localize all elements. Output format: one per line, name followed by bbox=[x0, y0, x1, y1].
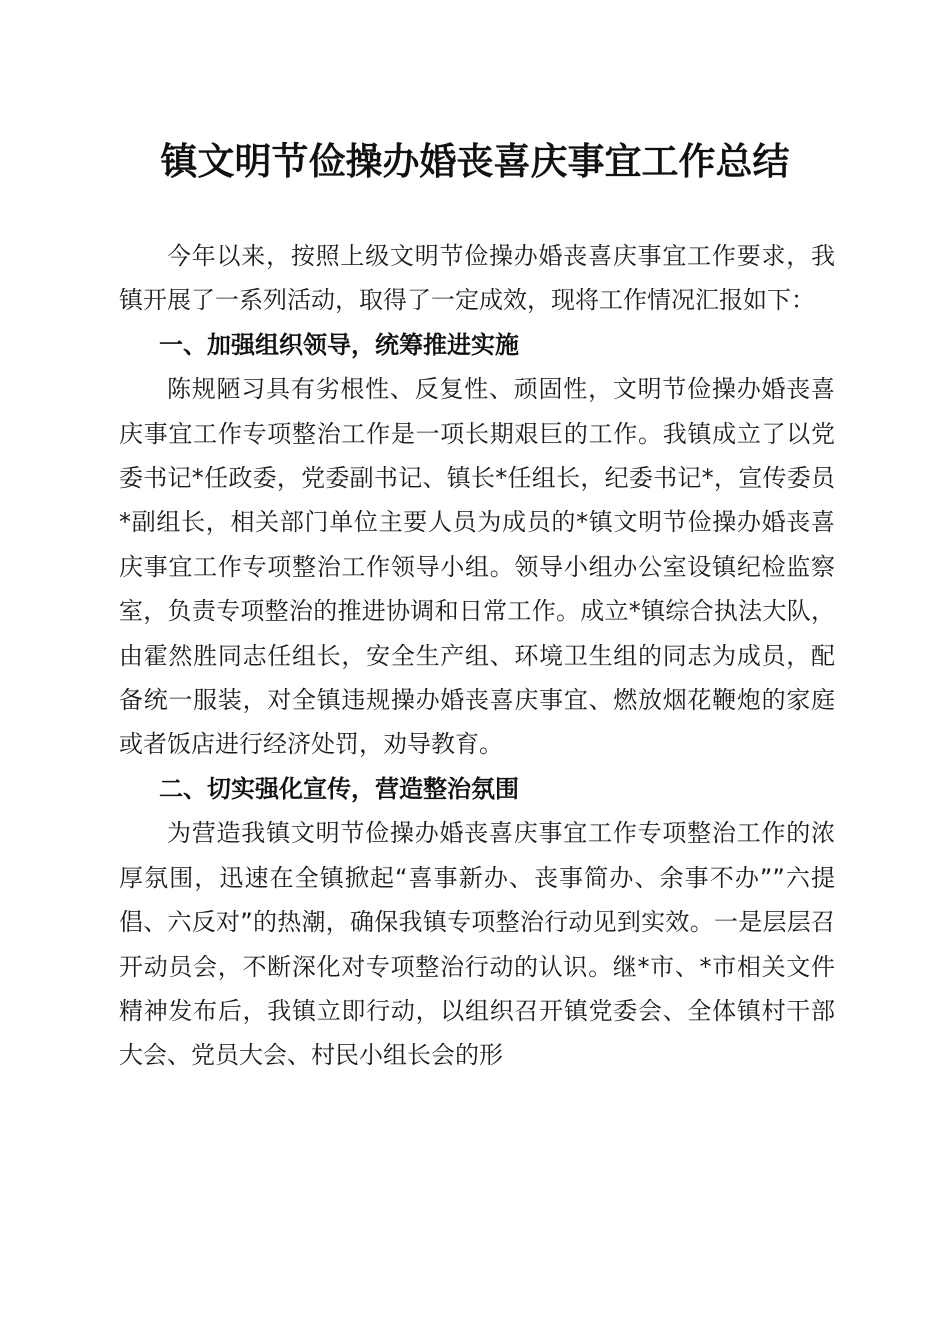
section-1-heading: 一、加强组织领导，统筹推进实施 bbox=[159, 330, 519, 359]
document-body bbox=[119, 234, 835, 1078]
section-1-paragraph: 陈规陋习具有劣根性、反复性、顽固性，文明节俭操办婚丧喜庆事宜工作专项整治工作是一项长期艰巨的工作。我镇成立了以党委书记*任政委，党委副书记、镇长*任组长，纪委书记*，宣传委员*副组长，相关部门单位主要人员为成员的*镇文明节俭操办婚丧喜庆事宜工作专项整治工作领导小组。领导小组办公室设镇纪检监察室，负责专项整治的推进协调和日常工作。成立*镇综合执法大队，由霍然胜同志任组长，安全生产组、环境卫生组的同志为成员，配备统一服装，对全镇违规操办婚丧喜庆事宜、燃放烟花鞭炮的家庭或者饭店进行经济处罚，劝导教育。 bbox=[119, 375, 835, 759]
section-2-heading: 二、切实强化宣传，营造整治氛围 bbox=[159, 774, 519, 803]
document-title: 镇文明节俭操办婚丧喜庆事宜工作总结 bbox=[160, 139, 790, 183]
section-2-paragraph: 为营造我镇文明节俭操办婚丧喜庆事宜工作专项整治工作的浓厚氛围，迅速在全镇掀起“喜事新办、丧事简办、余事不办””六提倡、六反对”的热潮，确保我镇专项整治行动见到实效。一是层层召开动员会，不断深化对专项整治行动的认识。继*市、*市相关文件精神发布后，我镇立即行动，以组织召开镇党委会、全体镇村干部大会、党员大会、村民小组长会的形 bbox=[119, 819, 835, 1070]
intro-paragraph: 今年以来，按照上级文明节俭操办婚丧喜庆事宜工作要求，我镇开展了一系列活动，取得了一定成效，现将工作情况汇报如下： bbox=[119, 242, 835, 315]
